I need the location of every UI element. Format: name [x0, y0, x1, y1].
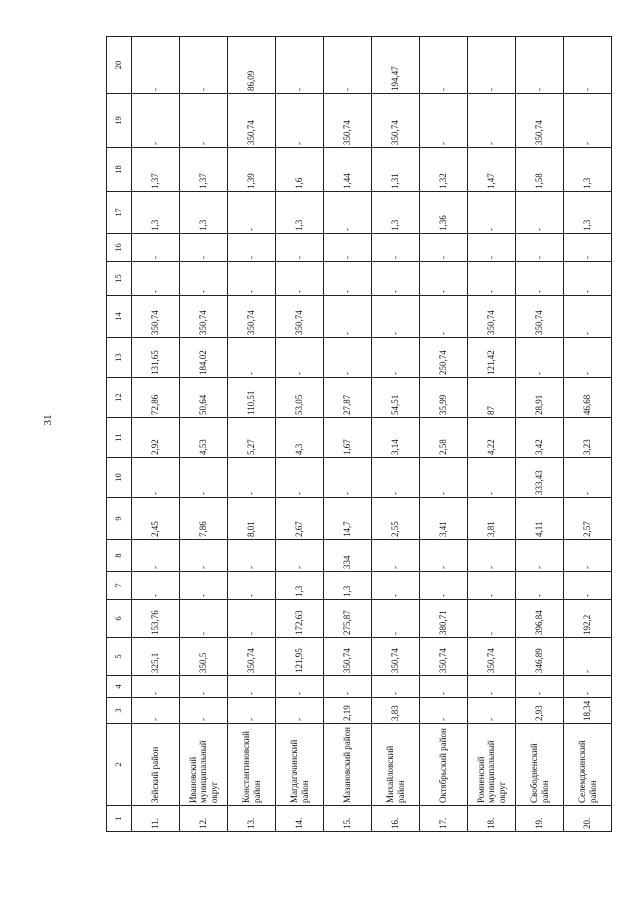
- value-cell: 87: [468, 378, 516, 418]
- value-cell: -: [468, 234, 516, 262]
- value-cell: 350,74: [132, 296, 180, 338]
- value-cell: -: [420, 572, 468, 600]
- value-cell: 194,47: [372, 37, 420, 94]
- value-cell: 1,3: [180, 192, 228, 234]
- column-header-6: 6: [107, 600, 132, 638]
- value-cell: -: [228, 676, 276, 698]
- value-cell: 275,87: [324, 600, 372, 638]
- value-cell: -: [276, 234, 324, 262]
- column-header-12: 12: [107, 378, 132, 418]
- value-cell: -: [420, 676, 468, 698]
- column-header-11: 11: [107, 418, 132, 458]
- value-cell: 121,42: [468, 338, 516, 378]
- value-cell: 27,87: [324, 378, 372, 418]
- column-header-4: 4: [107, 676, 132, 698]
- value-cell: -: [372, 572, 420, 600]
- value-cell: 350,74: [468, 296, 516, 338]
- value-cell: 2,45: [132, 498, 180, 540]
- value-cell: 346,89: [516, 638, 564, 676]
- column-header-19: 19: [107, 94, 132, 148]
- value-cell: -: [564, 540, 612, 572]
- district-name-cell: Селемджинский район: [564, 724, 612, 806]
- value-cell: 350,74: [228, 296, 276, 338]
- district-name-cell: Ромненский муниципальный округ: [468, 724, 516, 806]
- column-header-10: 10: [107, 458, 132, 498]
- value-cell: -: [228, 262, 276, 296]
- value-cell: -: [516, 262, 564, 296]
- value-cell: -: [564, 296, 612, 338]
- value-cell: -: [372, 296, 420, 338]
- value-cell: -: [132, 458, 180, 498]
- district-name-cell: Зейский район: [132, 724, 180, 806]
- value-cell: -: [372, 600, 420, 638]
- value-cell: -: [324, 676, 372, 698]
- value-cell: 3,42: [516, 418, 564, 458]
- value-cell: -: [276, 458, 324, 498]
- value-cell: -: [180, 676, 228, 698]
- value-cell: 350,74: [516, 296, 564, 338]
- table-container: [106, 57, 598, 832]
- value-cell: 1,3: [564, 148, 612, 192]
- value-cell: -: [324, 37, 372, 94]
- district-name-cell: Мазановский район: [324, 724, 372, 806]
- value-cell: -: [564, 638, 612, 676]
- value-cell: -: [132, 698, 180, 724]
- value-cell: 5,27: [228, 418, 276, 458]
- column-header-5: 5: [107, 638, 132, 676]
- value-cell: 333,43: [516, 458, 564, 498]
- value-cell: 14,7: [324, 498, 372, 540]
- value-cell: 54,51: [372, 378, 420, 418]
- value-cell: 7,86: [180, 498, 228, 540]
- value-cell: 1,3: [564, 192, 612, 234]
- value-cell: 8,01: [228, 498, 276, 540]
- value-cell: -: [468, 600, 516, 638]
- value-cell: 4,53: [180, 418, 228, 458]
- value-cell: 350,74: [516, 94, 564, 148]
- value-cell: -: [564, 572, 612, 600]
- column-header-15: 15: [107, 262, 132, 296]
- value-cell: -: [516, 192, 564, 234]
- table-row: [132, 37, 180, 832]
- value-cell: -: [564, 262, 612, 296]
- row-number-cell: 11.: [132, 806, 180, 832]
- value-cell: 2,67: [276, 498, 324, 540]
- district-name-cell: Свободненский район: [516, 724, 564, 806]
- value-cell: -: [324, 262, 372, 296]
- value-cell: 131,65: [132, 338, 180, 378]
- district-name-cell: Октябрьский район: [420, 724, 468, 806]
- value-cell: 1,3: [132, 192, 180, 234]
- value-cell: -: [420, 94, 468, 148]
- value-cell: -: [564, 37, 612, 94]
- value-cell: 2,93: [516, 698, 564, 724]
- value-cell: -: [516, 234, 564, 262]
- value-cell: -: [132, 37, 180, 94]
- value-cell: -: [516, 676, 564, 698]
- value-cell: 2,92: [132, 418, 180, 458]
- page-number: 31: [42, 414, 54, 426]
- value-cell: -: [180, 458, 228, 498]
- row-number-cell: 14.: [276, 806, 324, 832]
- value-cell: -: [516, 37, 564, 94]
- value-cell: 1,3: [324, 572, 372, 600]
- value-cell: 46,68: [564, 378, 612, 418]
- value-cell: -: [516, 572, 564, 600]
- value-cell: 4,22: [468, 418, 516, 458]
- value-cell: -: [228, 192, 276, 234]
- value-cell: 1,36: [420, 192, 468, 234]
- value-cell: -: [276, 676, 324, 698]
- value-cell: -: [180, 37, 228, 94]
- value-cell: -: [276, 262, 324, 296]
- value-cell: -: [420, 540, 468, 572]
- value-cell: -: [420, 234, 468, 262]
- column-header-16: 16: [107, 234, 132, 262]
- value-cell: -: [180, 540, 228, 572]
- value-cell: 121,95: [276, 638, 324, 676]
- value-cell: -: [372, 540, 420, 572]
- value-cell: -: [228, 458, 276, 498]
- value-cell: -: [324, 192, 372, 234]
- value-cell: 350,74: [324, 638, 372, 676]
- table-row: [228, 37, 276, 832]
- table-row: [468, 37, 516, 832]
- value-cell: -: [180, 234, 228, 262]
- value-cell: -: [468, 94, 516, 148]
- column-header-18: 18: [107, 148, 132, 192]
- column-header-2: 2: [107, 724, 132, 806]
- value-cell: -: [420, 698, 468, 724]
- value-cell: 50,64: [180, 378, 228, 418]
- value-cell: -: [516, 540, 564, 572]
- value-cell: -: [228, 234, 276, 262]
- column-header-8: 8: [107, 540, 132, 572]
- value-cell: -: [420, 37, 468, 94]
- row-number-cell: 16.: [372, 806, 420, 832]
- value-cell: -: [420, 296, 468, 338]
- value-cell: 184,02: [180, 338, 228, 378]
- district-name-cell: Магдагачинский район: [276, 724, 324, 806]
- row-number-cell: 15.: [324, 806, 372, 832]
- value-cell: 3,23: [564, 418, 612, 458]
- value-cell: 192,2: [564, 600, 612, 638]
- value-cell: -: [132, 234, 180, 262]
- value-cell: -: [180, 262, 228, 296]
- value-cell: 1,67: [324, 418, 372, 458]
- value-cell: 325,1: [132, 638, 180, 676]
- value-cell: -: [468, 698, 516, 724]
- value-cell: -: [228, 540, 276, 572]
- value-cell: -: [132, 262, 180, 296]
- row-number-cell: 19.: [516, 806, 564, 832]
- value-cell: -: [564, 458, 612, 498]
- column-header-17: 17: [107, 192, 132, 234]
- value-cell: 350,74: [324, 94, 372, 148]
- value-cell: 86,09: [228, 37, 276, 94]
- value-cell: 153,76: [132, 600, 180, 638]
- value-cell: -: [468, 572, 516, 600]
- value-cell: -: [132, 572, 180, 600]
- value-cell: -: [372, 234, 420, 262]
- header-row: [107, 37, 132, 832]
- value-cell: -: [372, 458, 420, 498]
- value-cell: -: [132, 540, 180, 572]
- column-header-7: 7: [107, 572, 132, 600]
- row-number-cell: 13.: [228, 806, 276, 832]
- value-cell: 110,51: [228, 378, 276, 418]
- district-name-cell: Михайловский район: [372, 724, 420, 806]
- value-cell: -: [276, 698, 324, 724]
- value-cell: -: [132, 676, 180, 698]
- value-cell: -: [468, 262, 516, 296]
- value-cell: -: [468, 192, 516, 234]
- value-cell: -: [564, 94, 612, 148]
- value-cell: -: [468, 676, 516, 698]
- value-cell: 350,5: [180, 638, 228, 676]
- table-row: [180, 37, 228, 832]
- table-row: [372, 37, 420, 832]
- table-row: [516, 37, 564, 832]
- value-cell: -: [324, 234, 372, 262]
- value-cell: 350,74: [228, 94, 276, 148]
- value-cell: 28,91: [516, 378, 564, 418]
- column-header-3: 3: [107, 698, 132, 724]
- value-cell: -: [372, 338, 420, 378]
- value-cell: 1,37: [132, 148, 180, 192]
- value-cell: -: [180, 572, 228, 600]
- value-cell: -: [324, 338, 372, 378]
- district-name-cell: Константиновский район: [228, 724, 276, 806]
- data-table: [106, 36, 612, 832]
- table-row: [324, 37, 372, 832]
- value-cell: -: [276, 338, 324, 378]
- value-cell: 396,84: [516, 600, 564, 638]
- value-cell: -: [132, 94, 180, 148]
- value-cell: -: [276, 37, 324, 94]
- value-cell: 3,41: [420, 498, 468, 540]
- value-cell: -: [180, 600, 228, 638]
- value-cell: 350,74: [276, 296, 324, 338]
- value-cell: 35,99: [420, 378, 468, 418]
- value-cell: -: [228, 698, 276, 724]
- value-cell: 3,81: [468, 498, 516, 540]
- value-cell: -: [180, 698, 228, 724]
- value-cell: 1,3: [372, 192, 420, 234]
- value-cell: -: [324, 458, 372, 498]
- value-cell: -: [420, 262, 468, 296]
- row-number-cell: 20.: [564, 806, 612, 832]
- value-cell: -: [516, 338, 564, 378]
- value-cell: 1,3: [276, 192, 324, 234]
- value-cell: 334: [324, 540, 372, 572]
- value-cell: 1,47: [468, 148, 516, 192]
- value-cell: -: [564, 676, 612, 698]
- value-cell: 1,39: [228, 148, 276, 192]
- table-row: [276, 37, 324, 832]
- value-cell: 2,58: [420, 418, 468, 458]
- value-cell: 2,19: [324, 698, 372, 724]
- value-cell: 350,74: [372, 94, 420, 148]
- value-cell: 1,44: [324, 148, 372, 192]
- value-cell: 172,63: [276, 600, 324, 638]
- value-cell: 1,32: [420, 148, 468, 192]
- row-number-cell: 17.: [420, 806, 468, 832]
- value-cell: -: [180, 94, 228, 148]
- value-cell: 72,86: [132, 378, 180, 418]
- row-number-cell: 18.: [468, 806, 516, 832]
- value-cell: 53,05: [276, 378, 324, 418]
- column-header-13: 13: [107, 338, 132, 378]
- value-cell: -: [372, 676, 420, 698]
- column-header-20: 20: [107, 37, 132, 94]
- value-cell: 350,74: [372, 638, 420, 676]
- value-cell: 350,74: [180, 296, 228, 338]
- table-row: [420, 37, 468, 832]
- value-cell: -: [324, 296, 372, 338]
- value-cell: 1,31: [372, 148, 420, 192]
- district-name-cell: Ивановский муниципальный округ: [180, 724, 228, 806]
- value-cell: 4,11: [516, 498, 564, 540]
- value-cell: 1,58: [516, 148, 564, 192]
- value-cell: 1,6: [276, 148, 324, 192]
- value-cell: 2,57: [564, 498, 612, 540]
- value-cell: -: [228, 338, 276, 378]
- value-cell: -: [468, 540, 516, 572]
- value-cell: 350,74: [420, 638, 468, 676]
- value-cell: -: [228, 600, 276, 638]
- value-cell: -: [564, 338, 612, 378]
- table-body: [132, 37, 612, 832]
- value-cell: 1,3: [276, 572, 324, 600]
- value-cell: 18,34: [564, 698, 612, 724]
- value-cell: -: [276, 94, 324, 148]
- value-cell: 3,14: [372, 418, 420, 458]
- value-cell: -: [372, 262, 420, 296]
- value-cell: -: [228, 572, 276, 600]
- value-cell: -: [468, 458, 516, 498]
- column-header-9: 9: [107, 498, 132, 540]
- value-cell: 4,3: [276, 418, 324, 458]
- value-cell: 1,37: [180, 148, 228, 192]
- value-cell: -: [420, 458, 468, 498]
- value-cell: -: [276, 540, 324, 572]
- value-cell: -: [468, 37, 516, 94]
- table-row: [564, 37, 612, 832]
- column-header-14: 14: [107, 296, 132, 338]
- value-cell: -: [564, 234, 612, 262]
- value-cell: 3,83: [372, 698, 420, 724]
- value-cell: 2,55: [372, 498, 420, 540]
- column-header-1: 1: [107, 806, 132, 832]
- value-cell: 250,74: [420, 338, 468, 378]
- row-number-cell: 12.: [180, 806, 228, 832]
- value-cell: 380,71: [420, 600, 468, 638]
- value-cell: 350,74: [228, 638, 276, 676]
- value-cell: 350,74: [468, 638, 516, 676]
